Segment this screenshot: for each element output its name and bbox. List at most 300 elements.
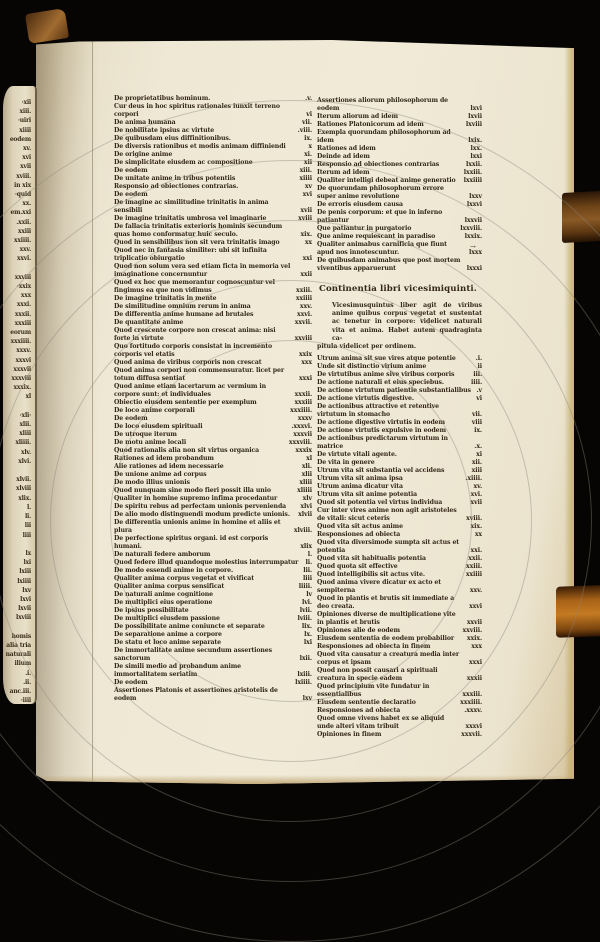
entry-title: Opiniones diverse de multiplicatione vite in plantis et brutis bbox=[317, 611, 456, 627]
contents-entry bbox=[317, 531, 482, 539]
entry-title: Quod in sensibilibus non sit vera trinitatis imago bbox=[114, 239, 280, 246]
entry-title: De modo illius unionis bbox=[114, 479, 190, 486]
entry-page-numeral: lii. bbox=[303, 567, 312, 574]
entry-page-numeral: xlvi bbox=[300, 503, 312, 510]
entry-page-numeral: xxii. bbox=[468, 555, 482, 563]
contents-entry bbox=[114, 631, 312, 639]
contents-entry bbox=[114, 311, 312, 319]
entry-page-numeral: vii. bbox=[471, 411, 482, 419]
entry-title: Responsiones ad obiecta in finem bbox=[317, 643, 431, 651]
entry-title: Rationes Platonicorum ad idem bbox=[317, 121, 424, 128]
entry-title: Responsiones ad obiecta bbox=[317, 531, 401, 539]
entry-page-numeral: xxv. bbox=[299, 303, 312, 310]
entry-title: Quod vita sit habitualis potentia bbox=[317, 555, 426, 563]
entry-title: De multiplici eiusdem passione bbox=[114, 615, 220, 622]
contents-entry bbox=[114, 263, 312, 279]
contents-entry bbox=[317, 579, 482, 595]
entry-page-numeral: xx bbox=[474, 531, 482, 539]
entry-page-numeral: li. bbox=[305, 559, 312, 566]
entry-title: Qualiter intelligi debeat anime generatio bbox=[317, 177, 456, 184]
contents-entry bbox=[317, 643, 482, 651]
edge-numeral: xxiii bbox=[18, 227, 31, 235]
contents-entry bbox=[317, 595, 482, 611]
contents-entry bbox=[114, 423, 312, 431]
edge-numeral: xx. bbox=[22, 200, 31, 208]
entry-page-numeral: viii bbox=[471, 419, 482, 427]
contents-entry bbox=[114, 175, 312, 183]
entry-title: De actionibus attractive et retentive virtutum in stomacho bbox=[317, 403, 440, 419]
entry-page-numeral: ii bbox=[477, 363, 482, 371]
entry-title: De separatione anime a corpore bbox=[114, 631, 222, 638]
entry-title: Deinde ad idem bbox=[317, 153, 370, 160]
entry-title: Quod anime etiam lacertarum ac vermium in corpore sunt: et individuales bbox=[114, 383, 267, 398]
entry-title: Rationes ad idem probandum bbox=[114, 455, 214, 462]
contents-entry bbox=[317, 177, 482, 185]
entry-page-numeral: xiii bbox=[471, 467, 482, 475]
edge-numeral: ·xii bbox=[21, 99, 31, 106]
contents-entry bbox=[317, 555, 482, 563]
entry-title: Unde sit distinctio virium anime bbox=[317, 363, 427, 371]
entry-page-numeral: lxxi bbox=[470, 153, 482, 160]
contents-column-right bbox=[317, 97, 482, 739]
entry-page-numeral: xvi. bbox=[470, 491, 482, 499]
entry-page-numeral: iiii. bbox=[470, 379, 482, 387]
edge-numeral: lxiiii bbox=[17, 577, 31, 585]
entry-page-numeral: lix. bbox=[301, 623, 312, 630]
entry-title: Eiusdem sententie declaratio bbox=[317, 699, 416, 707]
entry-page-numeral: .v bbox=[476, 387, 482, 395]
entry-title: De imagine trinitatis umbrosa vel imaginarie bbox=[114, 215, 267, 222]
contents-entry bbox=[114, 359, 312, 367]
entry-title: Iterum aliorum ad idem bbox=[317, 113, 398, 120]
entry-page-numeral: xlviii. bbox=[293, 527, 312, 534]
contents-entry bbox=[317, 707, 482, 715]
page-right-edge bbox=[564, 40, 574, 784]
entry-page-numeral: xx bbox=[304, 239, 312, 246]
edge-numeral: lxvii bbox=[18, 605, 31, 613]
entry-title: Quod vita sit actus anime bbox=[317, 523, 403, 531]
contents-entry bbox=[114, 183, 312, 191]
entry-page-numeral: xxi bbox=[302, 255, 312, 262]
contents-entry bbox=[114, 623, 312, 631]
entry-title: De proprietatibus hominum. bbox=[114, 95, 211, 102]
edge-numeral: xlix. bbox=[18, 494, 31, 502]
edge-numeral: lxvi bbox=[20, 595, 31, 603]
entry-page-numeral: xxv. bbox=[469, 587, 482, 595]
edge-numeral: ·xli· bbox=[19, 411, 31, 419]
entry-page-numeral: iii. bbox=[473, 371, 482, 379]
entry-title: Quod quota sit effective bbox=[317, 563, 398, 571]
entry-page-numeral: xxxviii. bbox=[288, 439, 312, 446]
entry-title: De simplicitate eiusdem ac compositione bbox=[114, 159, 253, 166]
entry-page-numeral: lxxvi bbox=[466, 201, 482, 208]
entry-title: De vita in genere bbox=[317, 459, 375, 467]
entry-title: De erroris eiusdem causa bbox=[317, 201, 403, 208]
contents-entry bbox=[114, 567, 312, 575]
entry-page-numeral: lxxv bbox=[469, 193, 482, 200]
entry-page-numeral: lxiiii. bbox=[295, 679, 312, 686]
contents-entry bbox=[317, 731, 482, 739]
contents-entry bbox=[114, 479, 312, 487]
entry-title: De actionibus predictarum virtutum in matrice bbox=[317, 435, 448, 451]
entry-page-numeral: lx. bbox=[304, 631, 312, 638]
edge-numeral: lxv bbox=[22, 586, 31, 594]
contents-entry bbox=[114, 519, 312, 535]
entry-title: Quod vita causatur a creatura media inter corpus et ipsam bbox=[317, 651, 460, 667]
entry-page-numeral: xl bbox=[306, 455, 312, 462]
entry-title: De multiplici eius operatione bbox=[114, 599, 213, 606]
contents-column-left bbox=[114, 95, 312, 703]
contents-entry bbox=[317, 451, 482, 459]
intro-paragraph-lastline: pitula videlicet per ordinem. bbox=[317, 343, 417, 351]
edge-numeral: ·xxix bbox=[16, 283, 31, 291]
contents-entry bbox=[114, 303, 312, 311]
entry-page-numeral: x bbox=[308, 143, 312, 150]
contents-entry bbox=[317, 97, 482, 113]
contents-entry bbox=[114, 415, 312, 423]
entry-title: Utrum anima dicatur vita bbox=[317, 483, 403, 491]
entry-page-numeral: xxxiiii. bbox=[290, 407, 312, 414]
entry-title: De motu anime locali bbox=[114, 439, 187, 446]
entry-title: Quod nunquam sine modo fieri possit illa unio bbox=[114, 487, 271, 494]
entry-title: Quod omne vivens habet ex se aliquid unde alteri vitam tribuit bbox=[317, 715, 445, 731]
contents-entry bbox=[114, 639, 312, 647]
entry-title: De immortalitate anime secundum assertiones sanctorum bbox=[114, 647, 273, 662]
marginal-annotation-mark: → bbox=[470, 243, 476, 251]
contents-entry bbox=[114, 583, 312, 591]
contents-entry bbox=[114, 687, 312, 703]
contents-entry bbox=[317, 571, 482, 579]
entry-title: De similitudine omnium rerum in anima bbox=[114, 303, 251, 310]
contents-entry bbox=[317, 635, 482, 643]
entry-page-numeral: xxx bbox=[471, 643, 482, 651]
entry-title: Assertiones aliorum philosophorum de eodem bbox=[317, 97, 449, 112]
edge-numeral: xliiii. bbox=[15, 439, 31, 447]
entry-page-numeral: lxx. bbox=[470, 145, 482, 152]
edge-numeral: xxxiiii. bbox=[10, 338, 31, 346]
entry-page-numeral: lxiii. bbox=[297, 671, 312, 678]
entry-title: De eodem bbox=[114, 167, 148, 174]
entry-page-numeral: xxiii. bbox=[296, 287, 312, 294]
entry-title: De actione naturali et eius speciebus. bbox=[317, 379, 444, 387]
entry-title: De origine anime bbox=[114, 151, 173, 158]
contents-entry bbox=[317, 395, 482, 403]
contents-entry bbox=[114, 431, 312, 439]
contents-entry bbox=[317, 627, 482, 635]
entry-title: Quod rationalis alia non sit virtus organica bbox=[114, 447, 260, 454]
entry-title: Quod non possit causari a spirituali creatura in specie eadem bbox=[317, 667, 438, 683]
contents-entry bbox=[317, 683, 482, 699]
entry-title: Que patiantur in purgatorio bbox=[317, 225, 412, 232]
entry-title: De ipsius possibilitate bbox=[114, 607, 189, 614]
entry-title: Utrum vita sit substantia vel accidens bbox=[317, 467, 445, 475]
contents-entry bbox=[114, 407, 312, 415]
contents-entry bbox=[317, 499, 482, 507]
entry-title: Quod nec in fantasia similiter: ubi sit infinita triplicatio obiurgatio bbox=[114, 247, 267, 262]
entry-page-numeral: xliii bbox=[299, 479, 312, 486]
entry-title: De imagine ac similitudine trinitatis in anima sensibili bbox=[114, 199, 269, 214]
contents-entry bbox=[114, 607, 312, 615]
entry-page-numeral: liii bbox=[302, 575, 312, 582]
contents-entry bbox=[317, 475, 482, 483]
entry-page-numeral: .xxxv. bbox=[464, 707, 482, 715]
contents-entry bbox=[317, 715, 482, 731]
entry-page-numeral: xxviii. bbox=[462, 627, 482, 635]
entry-page-numeral: xix. bbox=[470, 523, 482, 531]
entry-page-numeral: xlii bbox=[301, 471, 312, 478]
entry-page-numeral: xviii. bbox=[466, 515, 482, 523]
contents-entry bbox=[317, 387, 482, 395]
edge-numeral: lx bbox=[25, 549, 31, 557]
entry-page-numeral: xxxi bbox=[298, 375, 312, 382]
contents-entry bbox=[114, 551, 312, 559]
edge-numeral: eodem bbox=[9, 135, 31, 143]
edge-numeral: xxxix. bbox=[13, 384, 31, 392]
entry-title: Utrum anima sit sue vires atque potentie bbox=[317, 355, 456, 363]
entry-title: De actione virtutum patientie substantialibus bbox=[317, 387, 471, 395]
contents-entry bbox=[114, 239, 312, 247]
entry-page-numeral: xxx bbox=[301, 359, 312, 366]
contents-entry bbox=[114, 199, 312, 215]
contents-entry bbox=[114, 215, 312, 223]
edge-numeral: eorum bbox=[10, 329, 31, 337]
entry-title: De modo essendi anime in corpore. bbox=[114, 567, 234, 574]
edge-numeral: lxviii bbox=[16, 614, 31, 622]
entry-page-numeral: ix. bbox=[474, 427, 482, 435]
contents-entry bbox=[317, 419, 482, 427]
entry-page-numeral: .xxxvi. bbox=[291, 423, 312, 430]
edge-numeral: alia tria bbox=[6, 641, 31, 649]
entry-page-numeral: lxxxi bbox=[466, 265, 482, 272]
entry-page-numeral: lxvii bbox=[468, 113, 482, 120]
contents-entry bbox=[317, 539, 482, 555]
entry-page-numeral: xvi bbox=[302, 191, 312, 198]
edge-numeral: xvi bbox=[22, 154, 31, 162]
entry-title: Opiniones in finem bbox=[317, 731, 382, 739]
entry-title: Qualiter in homine supremo infima procedantur bbox=[114, 495, 278, 502]
contents-entry bbox=[114, 159, 312, 167]
section-heading: Continentia libri vicesimiquinti. bbox=[319, 284, 477, 294]
entry-title: Qualiter animabus carnificia que fiunt apud nos innotescuntur. bbox=[317, 241, 447, 256]
contents-entry bbox=[317, 467, 482, 475]
entry-page-numeral: xxxii bbox=[466, 675, 482, 683]
contents-entry bbox=[317, 257, 482, 273]
contents-entry bbox=[114, 367, 312, 383]
edge-numeral: xlv. bbox=[20, 448, 31, 456]
edge-numeral: anc.iii. bbox=[9, 687, 31, 695]
contents-entry bbox=[114, 591, 312, 599]
entry-title: De quantitate anime bbox=[114, 319, 184, 326]
contents-entry bbox=[317, 145, 482, 153]
entry-page-numeral: xli. bbox=[301, 463, 312, 470]
entry-page-numeral: lxv bbox=[302, 695, 312, 702]
entry-title: De differentia unionis anime in homine et aliis et plura bbox=[114, 519, 281, 534]
entry-title: Utrum vita sit anime potentia bbox=[317, 491, 418, 499]
contents-entry bbox=[114, 95, 312, 103]
entry-page-numeral: lxxii. bbox=[466, 161, 482, 168]
entry-page-numeral: ix. bbox=[304, 135, 312, 142]
contents-entry bbox=[114, 223, 312, 239]
edge-numeral: xxxvi bbox=[15, 356, 31, 364]
entry-title: De diversis rationibus et modis animam diffiniendi bbox=[114, 143, 286, 150]
edge-numeral: xviii. bbox=[16, 172, 31, 180]
entry-page-numeral: vi bbox=[306, 111, 312, 118]
entry-page-numeral: lxvi bbox=[470, 105, 482, 112]
edge-numeral: lxiii bbox=[19, 568, 31, 576]
contents-entry bbox=[317, 699, 482, 707]
contents-entry bbox=[317, 363, 482, 371]
edge-numeral: liii bbox=[22, 531, 31, 539]
entry-page-numeral: xi. bbox=[304, 151, 312, 158]
entry-page-numeral: xlv bbox=[302, 495, 312, 502]
entry-title: Que anime requiescant in paradiso bbox=[317, 233, 436, 240]
edge-numeral: lxi bbox=[23, 559, 31, 567]
edge-numeral: xxxv. bbox=[16, 347, 31, 355]
entry-page-numeral: xxxvii. bbox=[461, 731, 482, 739]
entry-page-numeral: lvii. bbox=[299, 607, 312, 614]
edge-numeral: l. bbox=[27, 503, 31, 511]
entry-title: De unitate anime in tribus potentiis bbox=[114, 175, 236, 182]
contents-entry bbox=[114, 327, 312, 343]
entry-page-numeral: lv bbox=[306, 591, 312, 598]
contents-entry bbox=[114, 247, 312, 263]
entry-page-numeral: l. bbox=[307, 551, 312, 558]
entry-page-numeral: lxxiiii bbox=[463, 177, 482, 184]
edge-numeral: xxiiii. bbox=[14, 237, 31, 245]
entry-title: De perfectione spiritus organi. id est corporis humani. bbox=[114, 535, 269, 550]
entry-page-numeral: xi bbox=[476, 451, 482, 459]
contents-entry bbox=[317, 435, 482, 451]
entry-title: De simili medio ad probandum anime immortalitatem seriatim bbox=[114, 663, 241, 678]
contents-entry bbox=[317, 169, 482, 177]
entry-title: De statu et loco anime separate bbox=[114, 639, 222, 646]
contents-entry bbox=[114, 143, 312, 151]
contents-entry bbox=[114, 647, 312, 663]
contents-entry bbox=[317, 483, 482, 491]
entry-page-numeral: xxii bbox=[300, 271, 312, 278]
contents-entry bbox=[114, 463, 312, 471]
edge-numeral: xv. bbox=[23, 145, 31, 153]
edge-numeral: xlvi. bbox=[18, 457, 31, 465]
entry-title: De utroque iterum bbox=[114, 431, 177, 438]
contents-entry bbox=[114, 343, 312, 359]
entry-title: De fallacia trinitatis exterioris hominis secundum quas homo conformatur huic seculo. bbox=[114, 223, 283, 238]
entry-page-numeral: lxi bbox=[303, 639, 312, 646]
contents-entry bbox=[114, 295, 312, 303]
contents-entry bbox=[317, 371, 482, 379]
edge-numeral: xlviii bbox=[16, 485, 31, 493]
entry-page-numeral: xii. bbox=[471, 459, 482, 467]
edge-numeral: li. bbox=[24, 513, 31, 521]
leather-strap-bottom bbox=[556, 585, 600, 638]
edge-numeral: xxxii. bbox=[14, 310, 31, 318]
entry-page-numeral: xv. bbox=[473, 483, 482, 491]
entry-page-numeral: xxi. bbox=[470, 547, 482, 555]
page-gutter-crease bbox=[92, 40, 93, 784]
edge-numeral: .xxii. bbox=[16, 218, 31, 226]
entry-page-numeral: xiiii bbox=[299, 175, 312, 182]
entry-title: Responsio ad obiectiones contrarias. bbox=[114, 183, 239, 190]
contents-entry bbox=[114, 663, 312, 679]
entry-page-numeral: lxix. bbox=[468, 137, 482, 144]
entry-page-numeral: xvii bbox=[300, 207, 312, 214]
contents-entry bbox=[317, 113, 482, 121]
leather-binding-corner bbox=[25, 8, 69, 44]
entry-page-numeral: xxxv bbox=[297, 415, 312, 422]
entry-title: Eiusdem sententia de eodem probabilior bbox=[317, 635, 455, 643]
edge-numeral bbox=[3, 623, 35, 632]
edge-numeral bbox=[3, 466, 35, 475]
edge-numeral: xxvi. bbox=[16, 255, 31, 263]
entry-page-numeral: xxxi bbox=[468, 659, 482, 667]
entry-page-numeral: .viii. bbox=[297, 127, 312, 134]
entry-title: De virtute vitali agente. bbox=[317, 451, 397, 459]
entry-page-numeral: lxxvii bbox=[464, 217, 482, 224]
entry-title: Alie rationes ad idem necessarie bbox=[114, 463, 224, 470]
edge-numeral: xxviii bbox=[14, 273, 31, 281]
edge-numeral: naturali bbox=[5, 651, 31, 659]
entry-page-numeral: xxiiii bbox=[295, 295, 312, 302]
entry-title: De eodem bbox=[114, 679, 148, 686]
entry-title: De alio modo distinguendi modum predicte unionis. bbox=[114, 511, 290, 518]
contents-entry bbox=[114, 471, 312, 479]
entry-page-numeral: xxxiii. bbox=[462, 691, 482, 699]
contents-entry bbox=[114, 151, 312, 159]
edge-numeral: .i. bbox=[25, 669, 31, 677]
edge-numeral: xxxi. bbox=[16, 301, 31, 309]
entry-page-numeral: xxxvi bbox=[465, 723, 482, 731]
entry-title: De anima humana bbox=[114, 119, 176, 126]
entry-page-numeral: lviii. bbox=[297, 615, 312, 622]
entry-title: De penis corporum: et que in inferno patiantur bbox=[317, 209, 443, 224]
entry-title: Cur deus in hoc spiritus rationales iunxit terreno corpori bbox=[114, 103, 280, 118]
entry-title: Exempla quorundam philosophorum ad idem bbox=[317, 129, 451, 144]
contents-entry bbox=[317, 153, 482, 161]
edge-numeral: xvii bbox=[20, 163, 31, 171]
entry-page-numeral: xvii bbox=[470, 499, 482, 507]
entry-page-numeral: .x. bbox=[474, 443, 482, 451]
entry-page-numeral: xxvi. bbox=[297, 311, 312, 318]
entry-title: Quod anima de viribus corporis non crescat bbox=[114, 359, 262, 366]
entry-page-numeral: lxxviii. bbox=[460, 225, 482, 232]
edge-numeral: xiii. bbox=[19, 108, 31, 116]
contents-entry bbox=[114, 559, 312, 567]
edge-numeral: xlii. bbox=[19, 421, 31, 429]
contents-entry bbox=[317, 209, 482, 225]
contents-entry bbox=[317, 523, 482, 531]
entry-title: Quod in plantis et brutis sit immediate a deo creata. bbox=[317, 595, 455, 611]
entry-title: Quod anima corpori non commensuratur. licet per totum diffusa sentiat bbox=[114, 367, 284, 382]
edge-numeral bbox=[3, 264, 35, 273]
edge-numeral: ·iiii bbox=[20, 697, 31, 705]
entry-title: Cur inter vires anime non agit aristoteles de vitali: sicut ceteris bbox=[317, 507, 457, 523]
entry-title: De quibusdam eius diffinitionibus. bbox=[114, 135, 231, 142]
edge-numeral: xxxviii bbox=[11, 375, 31, 383]
contents-entry bbox=[114, 487, 312, 495]
entry-page-numeral: xxxiii bbox=[294, 399, 312, 406]
entry-title: De virtutibus anime sive viribus corporis bbox=[317, 371, 455, 379]
edge-numeral: ·quid bbox=[14, 191, 31, 199]
contents-entry bbox=[114, 575, 312, 583]
leather-strap-top bbox=[562, 191, 600, 243]
contents-entry bbox=[114, 455, 312, 463]
contents-entry bbox=[317, 185, 482, 201]
entry-title: Obiectio eiusdem sententie per exemplum bbox=[114, 399, 257, 406]
entry-title: Qualiter anima corpus vegetat et vivificat bbox=[114, 575, 254, 582]
contents-entry bbox=[114, 599, 312, 607]
contents-entry bbox=[317, 129, 482, 145]
contents-entry bbox=[114, 127, 312, 135]
